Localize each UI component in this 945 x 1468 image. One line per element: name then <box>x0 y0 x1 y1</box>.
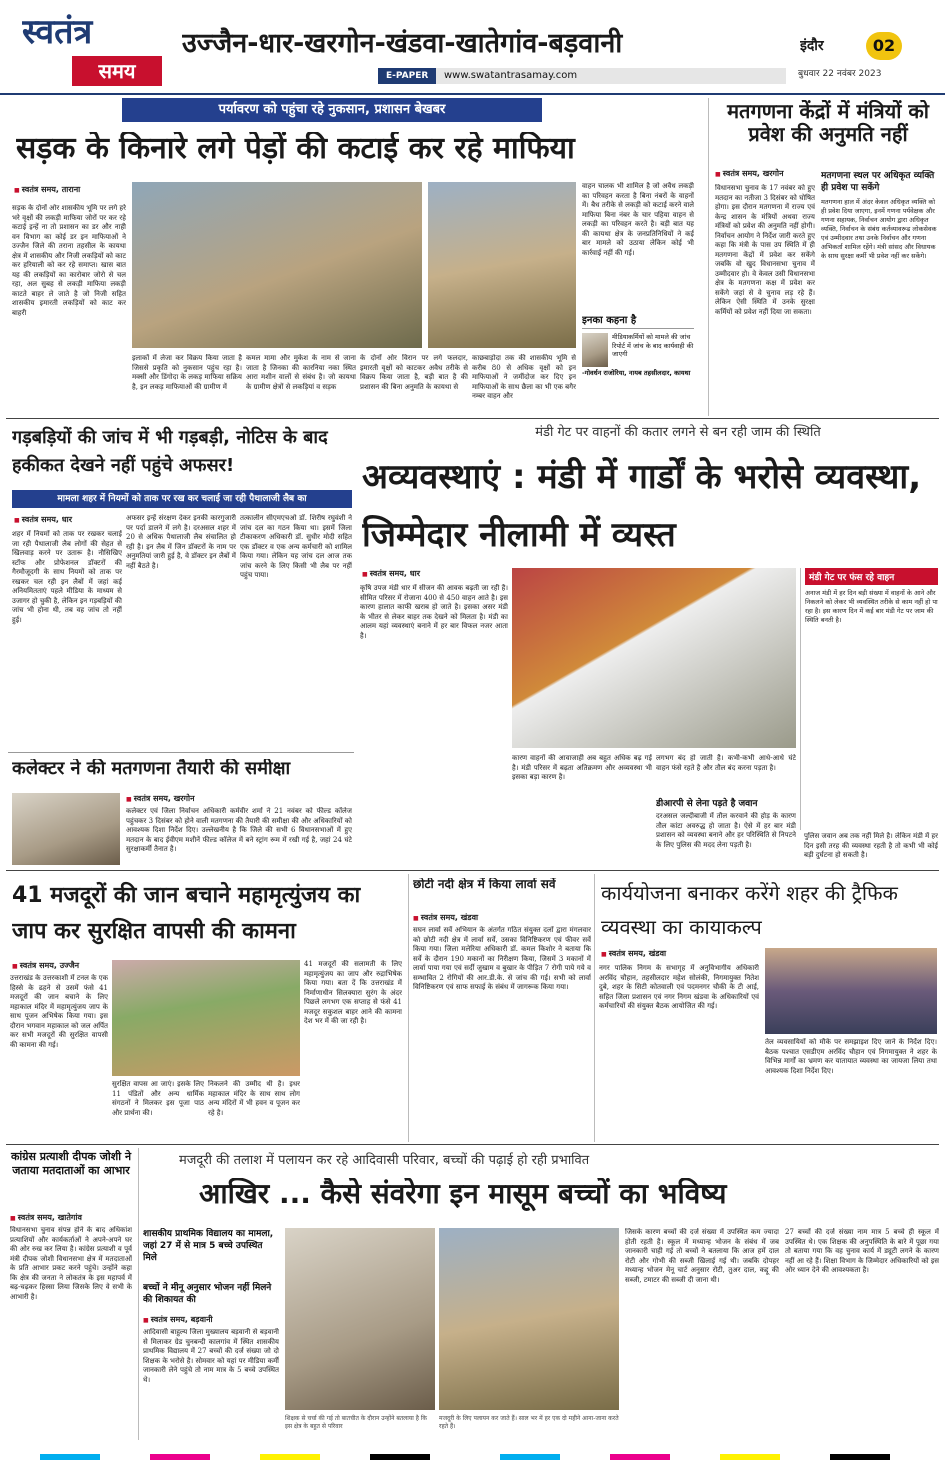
story-traffic-plan <box>594 874 940 1142</box>
logo[interactable] <box>22 12 162 90</box>
epaper-strip <box>378 68 786 84</box>
story10-side-title: शासकीय प्राथमिक विद्यालय का मामला, जहां 27 में से मात्र 5 बच्चे उपस्थित मिले <box>143 1229 274 1263</box>
story10-col3: 27 बच्चों की दर्ज संख्या नाम मात्र 5 बच्चे ही स्कूल में उपस्थित थे। एक शिक्षक की अनुपस्थिति के बारे में पूछा गया तो बताया गया कि वह चुनाव कार्य में ड्यूटी लगने के कारण नहीं आ रहे हैं। शिक्षा विभाग के जिम्मेदार अधिकारियों को इस ओर ध्यान देने की आवश्यकता है। <box>785 1228 939 1274</box>
story5-text: कलेक्टर एवं जिला निर्वाचन अधिकारी कर्मवीर शर्मा ने 21 नवंबर को फील्ड कॉलेज पहुंचकर 3 दिसंबर को होने वाली मतगणना की तैयारी की समीक्षा की और अधिकारियों को आवश्यक दिशा निर्देश दिए। उल्लेखनीय है कि जिले की सभी 6 विधानसभाओं में हुए मतदान के बाद ईवीएम मशीनें फील्ड कॉलेज में बने स्ट्रांग रूम में रखी गई है, जहां 24 घंटे सुरक्षाकर्मी तैनात है। <box>126 807 352 853</box>
story4-photo-tractor <box>512 568 796 748</box>
logo-top: स्वतंत्र <box>22 12 93 52</box>
story4-col2: कारण वाहनों की आवाजाही अब बहुत अधिक बढ़ गई है। मंडी परिसर में बढ़ता अतिक्रमण और अव्यवस्था भी इसका बड़ा कारण है। <box>512 754 652 781</box>
story4-col3: लगभग बंद हो जाती है। कभी-कभी आधे-आधे घंटे वाहन फंसे रहते है और तौल बंद करना पड़ता है। <box>656 754 796 772</box>
story4-box-title: मंडी गेट पर फंस रहे वाहन <box>805 568 938 585</box>
story7-byline: ■ स्वतंत्र समय, खंडवा <box>413 912 523 924</box>
story4-kicker: मंडी गेट पर वाहनों की कतार लगने से बन रही जाम की स्थिति <box>535 425 821 440</box>
story10-byline: ■ स्वतंत्र समय, बड़वानी <box>143 1314 279 1326</box>
story5-photo-meeting <box>12 793 120 865</box>
story1-quote-box <box>582 312 694 412</box>
story8-headline: कार्ययोजना बनाकर करेंगे शहर की ट्रैफिक व्यवस्था का कायाकल्प <box>601 881 898 939</box>
story5-headline: कलेक्टर ने की मतगणना तैयारी की समीक्षा <box>12 759 291 779</box>
story1-quote-photo <box>582 333 608 367</box>
story2-text: विधानसभा चुनाव के 17 नवंबर को हुए मतदान का नतीजा 3 दिसंबर को घोषित होगा। इस दौरान मतगणना में राज्य एवं केन्द्र शासन के मंत्रियों अथवा राज्य मंत्रियों को प्रवेश की अनुमति नहीं होगी। निर्वाचन आयोग ने निर्देश जारी करते हुए कहा कि मंत्री के पास उप स्थिति में ही मतगणना केंद्रों में प्रवेश कर सकेंगे जबकि वो खुद विधानसभा चुनाव में उम्मीदवार हो। वे केवल उसी विधानसभा क्षेत्र के मतगणना कक्ष में प्रवेश कर सकेंगे जहां से वे चुनाव लड़ रहे हैं। लेकिन ऐसी स्थिति में उनके सुरक्षा कर्मियों को प्रवेश नहीं दिया जा सकता। <box>715 184 815 316</box>
story6-col3: सुरक्षित वापस आ जाएं। इसके लिए 11 पंडितों और अन्य धार्मिक संगठनों ने मिलकर इस पूजा पाठ और प्रार्थना की। <box>112 1080 204 1117</box>
story-tree-cutting <box>8 98 698 416</box>
story3-headline: गड़बड़ियों की जांच में भी गड़बड़ी, नोटिस के बाद हकीकत देखने नहीं पहुंचे अफसर! <box>12 427 328 476</box>
story3-col3: तत्कालीन सीएमएचओ डॉ. शिरीष रघुवंशी ने जांच दल का गठन किया था। इसमें जिला टीकाकरण अधिकारी डॉ. सुधीर मोदी सहित एक डॉक्टर व एक अन्य कर्मचारी को शामिल किया गया। लेकिन यह जांच दल आज तक जांच करने के लिए किसी भी लैब पर नहीं पहुंच पाया। <box>240 514 352 579</box>
story3-byline: ■ स्वतंत्र समय, धार <box>14 514 124 526</box>
story8-col1: नगर पालिक निगम के सभागृह में अनुविभागीय अधिकारी अरविंद चौहान, तहसीलदार महेश सोलंकी, निगमायुक्त नितेश दुबे, शहर के सिटी कोतवाली एवं पदमनगर चौकी के टी आई, सहित जिला प्रशासन एवं नगर निगम खंडवा के अधिकारियों एवं कर्मचारियों की संयुक्त बैठक आयोजित की गई। <box>599 964 759 1010</box>
story1-photo-road <box>132 182 422 348</box>
story4-col4: पुलिस जवान अब तक नहीं मिले है। लेकिन मंडी में हर दिन इसी तरह की व्यवस्था रहती है तो कभी भी कोई बड़ी दुर्घटना हो सकती है। <box>804 832 938 859</box>
story4-subhead: डीआरपी से लेना पड़ते है जवान <box>656 799 758 809</box>
story9-headline: कांग्रेस प्रत्याशी दीपक जोशी ने जताया मतदाताओं का आभार <box>10 1150 132 1177</box>
footer-bar <box>720 1454 780 1460</box>
story1-col4: के दोनों ओर विरान पर लगे फलदार, इमारती वृक्षों को काटकर अवैध तरीके से विक्रय किया जाता है, बड़ी बात है की प्रशासन की बिना अनुमति के कायथा से <box>360 354 468 391</box>
story1-col6: वाहन चालक भी शामिल है जो अवैध लकड़ी का परिवहन करता है बिना नंबरों के वाहनों में। बैध तरीके से लकड़ी को कटाई करने वाले माफिया बिना नंबर के चार पहिया वाहन से लकड़ी का परिवहन करते है। बड़ी बात यह की कायथा क्षेत्र के जनप्रतिनिधियों ने कई बार मामले को उठाया लेकिन कोई भी कार्रवाई नहीं की गई। <box>582 182 694 257</box>
website-link[interactable]: www.swatantrasamay.com <box>444 70 578 81</box>
story4-col1: कृषि उपज मंडी धार में सीजन की आवक बढ़ती जा रही है। सीमित परिसर में रोजाना 400 से 450 वाहन आते है। इस कारण हालात काफी खराब हो जाते है। इसका असर मंडी के भीतर से लेकर बाहर तक देखने को मिलता है। मंडी का आलम यहां व्यवस्थाएं बनाने में हर बार विफल नजर आता है। <box>360 584 508 640</box>
story4-box <box>800 568 938 830</box>
story6-col2: 41 मजदूरों की सलामती के लिए महामृत्युंजय का जाप और रुद्राभिषेक किया गया। बता दें कि उत्तराखंड में निर्माणाधीन सिलक्यारा सुरंग के अंदर पिछले लगभग एक सप्ताह से फंसे 41 मजदूर सकुशल बाहर आने की कामना देश भर में की जा रही है। <box>304 960 402 1025</box>
masthead-rule <box>0 93 945 95</box>
page-number: 02 <box>866 32 902 60</box>
story6-headline: 41 मजदूरों की जान बचाने महामृत्युंजय का जाप कर सुरक्षित वापसी की कामना <box>12 883 361 944</box>
footer-bar <box>500 1454 560 1460</box>
story2-headline: मतगणना केंद्रों में मंत्रियों को प्रवेश की अनुमति नहीं <box>727 100 929 146</box>
story7-text: सघन लार्वा सर्वे अभियान के अंतर्गत गठित संयुक्त दलों द्वारा मंगलवार को छोटी नदी क्षेत्र में लार्वा सर्वे, उसका विनिष्टिकरण एवं फीवर सर्वे किया गया। जिला मलेरिया अधिकारी डॉ. कमल किशोर ने बताया कि सर्वे के दौरान 190 मकानों का निरीक्षण किया, जिसमें 3 मकानों में लार्वा पाया गया एवं सर्दी जुखाम व बुखार के पीड़ित 7 रोगी पाये गये व सम्भावित 2 रोगियों की आर.डी.के. से जांच की गई। सभी को लार्वा विनिष्टिकरण एवं साफ सफाई के संबंध में जागरूक किया गया। <box>413 926 591 991</box>
story10-kicker: मजदूरी की तलाश में पलायन कर रहे आदिवासी परिवार, बच्चों की पढ़ाई हो रही प्रभावित <box>179 1153 590 1168</box>
story10-photo-children <box>439 1228 619 1410</box>
story-collector-review <box>8 752 354 868</box>
divider-3 <box>6 1144 939 1145</box>
footer-bar <box>260 1454 320 1460</box>
story2-box-title: मतगणना स्थल पर अधिकृत व्यक्ति ही प्रवेश पा सकेंगे <box>821 171 935 193</box>
story6-byline: ■ स्वतंत्र समय, उज्जैन <box>12 960 122 972</box>
story1-col1: सड़क के दोनों ओर शासकीय भूमि पर लगे हरे भरे वृक्षों की लकड़ी माफिया जोरों पर कर रहे कटाई इन्हें ना तो प्रशासन का डर और नाही वन विभाग का कोई डर इन माफियाओं ने उज्जैन जिले की तराना तहसील के कायथा क्षेत्र में शासकीय और निजी लकड़ियों को काट कर हरियाली को कर रहे समाप्त। खास बात यह की लकड़ियों का कारोबार जोरो से चल रहा, अल सुबह से लकड़ी माफिया लकड़ी काटते बाहर ले जाते है जो निजी सहित शासकीय इमारती लकड़ियों को काट कर बाहरी <box>12 204 126 317</box>
story4-sub-text: दरअसल जल्दीबाजी में तौल करवाने की होड़ के कारण तौल कांटा अवरुद्ध हो जाता है। ऐसे में हर बार मंडी प्रशासन को व्यवस्था बनाने और हर परिस्थिति से निपटने के लिए पुलिस की मदद लेना पड़ती है। <box>656 812 796 849</box>
story3-kicker: मामला शहर में नियमों को ताक पर रख कर चलाई जा रही पैथालाजी लैब का <box>12 490 352 508</box>
story-41-workers <box>8 874 404 1142</box>
footer-bar <box>370 1454 430 1460</box>
story10-col2: जिसके कारण बच्चों की दर्ज संख्या में उपस्थित कम ज्यादा होती रहती है। स्कूल में मध्यान्ह भोजन के संबंध में जब जानकारी चाही गई तो बच्चों ने बतलाया कि आज हमें दाल रोटी और गोभी की सब्जी खिलाई गई थी। जबकि दोपहर मध्यान्ह भोजन मेनू चार्ट अनुसार रोटी, तुअर दाल, कद्दू की सब्जी, टमाटर की सब्जी दी जाना थी। <box>625 1228 779 1284</box>
story-mandi <box>358 422 940 868</box>
story1-photo-trees <box>428 182 576 348</box>
logo-bottom: समय <box>72 56 162 86</box>
story10-caption2: मजदूरी के लिए पलायन कर जाते हैं। साल भर में हर एक दो महीने आना-जाना करते रहते हैं। <box>439 1415 619 1430</box>
story10-caption1: शिक्षक से चर्चा की गई तो बातचीत के दौरान उन्होंने बतलाया है कि इस क्षेत्र के बहुत से परिवार <box>285 1415 427 1430</box>
story8-byline: ■ स्वतंत्र समय, खंडवा <box>601 948 711 960</box>
story4-box-text: अनाज मंडी में हर दिन बड़ी संख्या में वाहनों के आने और निकलने को लेकर भी व्यवस्थित तरीके से काम नहीं हो पा रहा है। इस कारण दिन में कई बार मंडी गेट पर जाम की स्थिति बनती है। <box>805 589 938 624</box>
story9-byline: ■ स्वतंत्र समय, खातेगांव <box>10 1212 132 1224</box>
story1-headline: सड़क के किनारे लगे पेड़ों की कटाई कर रहे माफिया <box>16 132 575 166</box>
story10-col1: आदिवासी बाहुल्य जिला मुख्यालय बड़वानी से बड़वानी से मिलाकर ग्रेड चुनबन्दी कालगांव में स्थित शासकीय प्राथमिक विद्यालय में 27 बच्चों की दर्ज संख्या जो दो शिक्षक के भरोसे है। सोमवार को यहां पर मीडिया कर्मी जानकारी लेने पहुंचे तो नाम मात्र के 5 बच्चे उपस्थित थे। <box>143 1328 279 1384</box>
region-title: उज्जैन-धार-खरगोन-खंडवा-खातेगांव-बड़वानी <box>182 28 623 59</box>
footer-bar <box>610 1454 670 1460</box>
story-pathology-lab <box>8 422 354 750</box>
story2-box-text: मतगणना हाल में अंदर केवल अधिकृत व्यक्ति को ही प्रवेश दिया जाएगा, इनमें गणना पर्यवेक्षक और गणना सहायक, निर्वाचन आयोग द्वारा अधिकृत व्यक्ति, निर्वाचन के संबंध कर्तव्यावरूढ लोकसेवक एवं उम्मीदवार तथा उनके निर्वाचन और गणना अभिकर्ता शामिल रहेंगे। मंत्री सांसद और विधायक के साथ सुरक्षा कर्मी भी प्रवेश नहीं कर सकेंगे। <box>821 198 937 260</box>
divider-2 <box>6 870 939 871</box>
story10-side-title2: बच्चों ने मीनू अनुसार भोजन नहीं मिलने की शिकायत की <box>143 1283 272 1305</box>
story10-headline: आखिर ... कैसे संवरेगा इन मासूम बच्चों का भविष्य <box>199 1178 727 1210</box>
footer-bar <box>150 1454 210 1460</box>
issue-date: बुधवार 22 नवंबर 2023 <box>798 69 882 79</box>
epaper-label: E-PAPER <box>378 68 436 84</box>
story1-col3: कमल मामा और मुकेश के नाम से जाना जाता है जिनका की कारनिया नका स्थित आरा मशीन वालों से संबंध है। जो कायथा के ग्रामीण क्षेत्रों से लकड़ियां व सड़क <box>246 354 356 391</box>
footer-bar <box>40 1454 100 1460</box>
story4-headline: अव्यवस्थाएं : मंडी में गार्डों के भरोसे व्यवस्था, जिम्मेदार नीलामी में व्यस्त <box>362 457 922 555</box>
story5-byline: ■ स्वतंत्र समय, खरगोन <box>126 793 226 805</box>
story1-quote-text: मीडियाकर्मियों को मामले की जांच रिपोर्ट में जांच के बाद कार्यवाही की जाएगी <box>612 333 694 358</box>
footer-bar <box>830 1454 890 1460</box>
story4-byline: ■ स्वतंत्र समय, धार <box>362 568 482 580</box>
footer-registration-bars <box>0 1452 945 1462</box>
story6-col4: निकलने की उम्मीद थी है। इधर महाकाल मंदिर के साथ साथ लोग अन्य मंदिरों में भी हवन व पूजन कर रहे है। <box>208 1080 300 1117</box>
story3-col2: अफसर इन्हें संरक्षण देकर इनकी कारगुजारी पर पर्दा डालने में लगे है। दरअसल शहर में 20 से अधिक पैथालाजी लैब संचालित हो रही है। इन लैब में जिन डॉक्टरों के नाम पर अनुमतियां जारी हुई है, वे डॉक्टर इन लैबों में नहीं बैठते है। <box>126 514 236 570</box>
story2-box <box>821 170 939 414</box>
story1-col5: काछबाड़ोदा तक की शासकीय भूमि से करीब 80 से अधिक वृक्षों को इन माफियाओं ने जमींदोज कर दिए इन माफियाओं के साथ छैला का भी एक बगैर नम्बर वाहन और <box>472 354 576 400</box>
divider-1 <box>6 418 939 419</box>
story-children-future <box>138 1148 940 1440</box>
story6-photo-temple <box>112 960 300 1076</box>
story1-quote-author: -गोवर्धन राजोरिया, नायब तहसीलदार, कायथा <box>582 369 691 377</box>
story-congress-thanks <box>8 1148 134 1440</box>
story10-photo-teacher <box>285 1228 435 1410</box>
story1-kicker: पर्यावरण को पहुंचा रहे नुकसान, प्रशासन बेखबर <box>122 98 542 122</box>
story1-quote-title: इनका कहना है <box>582 312 694 329</box>
masthead <box>0 0 945 96</box>
story9-text: विधानसभा चुनाव संपन्न होने के बाद अधिकांश प्रत्याशियों और कार्यकर्ताओं ने अपने-अपने घर की ओर रुख कर लिया है। कांग्रेस प्रत्याशी व पूर्व मंत्री दीपक जोशी विधानसभा क्षेत्र में मतदाताओं के प्रति आभार प्रकट करने पहुंचे। उन्होंने कहा कि क्षेत्र की जनता ने लोकतंत्र के इस महापर्व में बढ़-चढ़कर हिस्सा लिया जिसके लिए वे सभी के आभारी है। <box>10 1226 132 1301</box>
story3-col1: शहर में नियमों को ताक पर रखकर चलाई जा रही पैथालाजी लैब लोगों की सेहत से खिलवाड़ करने पर उतारू है। नौसिखिए स्टॉफ और प्रोफेशनल डॉक्टरों की गैरमौजूदगी के साथ नियमों को ताक पर रखकर चल रही इन लैबों में जहां कई अनियमितताएं पहले मीडिया के माध्यम से उजागर हो चुकी है, लेकिन इन गड़बड़ियों की जांच भी होना थी, तब वह जांच तो नहीं हुई। <box>12 530 122 624</box>
story8-col2: तेल व्यवसायियों को मौके पर समझाइश दिए जाने के निर्देश दिए। बैठक पश्चात एसडीएम अरविंद चौहान एवं निगमायुक्त ने शहर के विभिन्न मार्गों का भ्रमण कर यातायात व्यवस्था का जायजा लिया तथा आवश्यक दिशा निर्देश दिए। <box>765 1038 937 1075</box>
story-counting-centres <box>708 98 940 416</box>
story-larva-survey <box>408 874 592 1142</box>
story1-col2: इलाकों में लेजा कर विक्रय किया जाता है जिससे प्रकृति को नुकसान पहुंच रहा है। मक्सी और डिंगोदा के लकड़ माफिया सक्रिय है, इन लकड़ माफियाओं की ग्रामीण में <box>132 354 242 391</box>
story8-photo-meeting <box>765 948 937 1034</box>
story7-headline: छोटी नदी क्षेत्र में किया लार्वा सर्वे <box>413 878 556 891</box>
story2-byline: ■ स्वतंत्र समय, खरगोन <box>715 168 835 180</box>
story6-col1: उत्तराखंड के उत्तरकाशी में टनल के एक हिस्से के ढहने से उसमें फंसे 41 मजदूरों की जान बचाने के लिए महाकाल मंदिर में महामृत्युंजय जाप के साथ पूजन अभिषेक किया गया। इस दौरान भगवान महाकाल को जल अर्पित कर सभी मजदूरों की सुरक्षित वापसी की कामना की गई। <box>10 974 108 1049</box>
city-label: इंदौर <box>800 38 824 54</box>
story1-byline: ■ स्वतंत्र समय, ताराना <box>14 184 134 196</box>
